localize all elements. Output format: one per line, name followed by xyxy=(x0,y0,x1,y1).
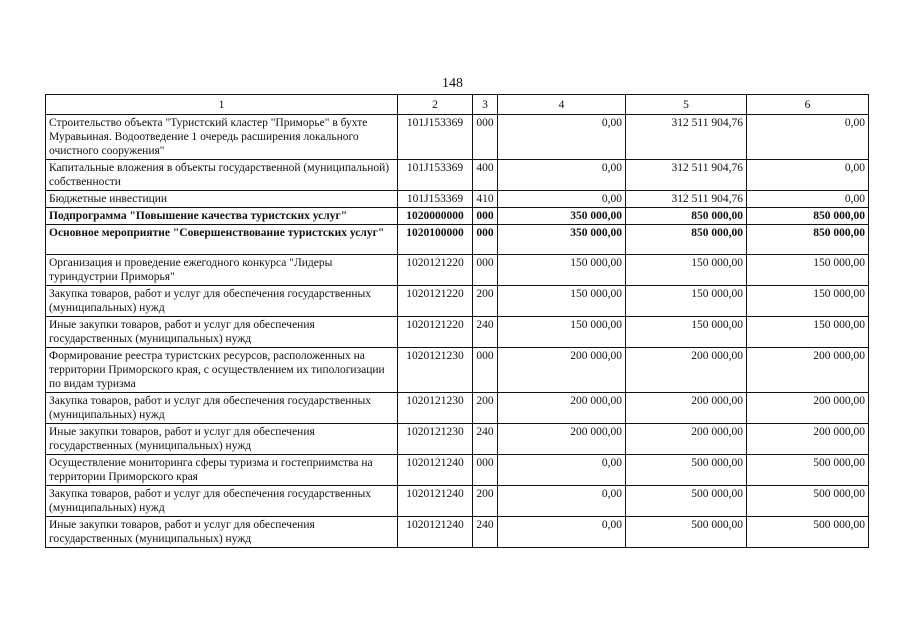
row-value-5-cell: 312 511 904,76 xyxy=(626,115,747,160)
row-vr-cell: 410 xyxy=(473,191,498,208)
row-value-6-cell: 200 000,00 xyxy=(747,393,869,424)
row-value-4-cell: 200 000,00 xyxy=(498,348,626,393)
row-name-cell: Формирование реестра туристских ресурсов, расположенных на территории Приморского края, с осуществлением их типологизации по видам туризма xyxy=(46,348,398,393)
row-value-6-cell: 850 000,00 xyxy=(747,208,869,225)
row-value-6-cell: 150 000,00 xyxy=(747,317,869,348)
row-value-5-cell: 850 000,00 xyxy=(626,208,747,225)
row-name-cell: Основное мероприятие "Совершенствование туристских услуг" xyxy=(46,225,398,255)
row-name-cell: Бюджетные инвестиции xyxy=(46,191,398,208)
row-value-6-cell: 150 000,00 xyxy=(747,255,869,286)
table-row xyxy=(46,486,869,517)
row-name-cell: Закупка товаров, работ и услуг для обеспечения государственных (муниципальных) нужд xyxy=(46,486,398,517)
row-value-6-cell: 0,00 xyxy=(747,191,869,208)
row-csr-cell: 1020121220 xyxy=(398,255,473,286)
row-value-6-cell: 500 000,00 xyxy=(747,486,869,517)
row-value-4-cell: 150 000,00 xyxy=(498,286,626,317)
row-vr-cell: 000 xyxy=(473,208,498,225)
row-value-5-cell: 150 000,00 xyxy=(626,317,747,348)
row-csr-cell: 1020121230 xyxy=(398,393,473,424)
row-csr-cell: 1020121220 xyxy=(398,317,473,348)
row-csr-cell: 1020000000 xyxy=(398,208,473,225)
row-value-6-cell: 0,00 xyxy=(747,115,869,160)
row-vr-cell: 000 xyxy=(473,348,498,393)
row-value-4-cell: 350 000,00 xyxy=(498,208,626,225)
row-csr-cell: 1020121220 xyxy=(398,286,473,317)
row-value-5-cell: 500 000,00 xyxy=(626,486,747,517)
row-vr-cell: 000 xyxy=(473,225,498,255)
row-vr-cell: 200 xyxy=(473,393,498,424)
row-value-4-cell: 0,00 xyxy=(498,455,626,486)
table-row xyxy=(46,455,869,486)
row-value-6-cell: 200 000,00 xyxy=(747,348,869,393)
row-value-4-cell: 0,00 xyxy=(498,517,626,548)
row-value-6-cell: 500 000,00 xyxy=(747,455,869,486)
row-name-cell: Иные закупки товаров, работ и услуг для обеспечения государственных (муниципальных) нужд xyxy=(46,317,398,348)
row-value-4-cell: 200 000,00 xyxy=(498,393,626,424)
row-value-6-cell: 0,00 xyxy=(747,160,869,191)
row-vr-cell: 400 xyxy=(473,160,498,191)
row-name-cell: Строительство объекта "Туристский кластер "Приморье" в бухте Муравьиная. Водоотведение 1 очередь расширения локального очистного сооружения" xyxy=(46,115,398,160)
row-csr-cell: 1020100000 xyxy=(398,225,473,255)
row-csr-cell: 101J153369 xyxy=(398,160,473,191)
row-name-cell: Иные закупки товаров, работ и услуг для обеспечения государственных (муниципальных) нужд xyxy=(46,517,398,548)
row-value-5-cell: 150 000,00 xyxy=(626,286,747,317)
row-name-cell: Капитальные вложения в объекты государственной (муниципальной) собственности xyxy=(46,160,398,191)
row-value-5-cell: 150 000,00 xyxy=(626,255,747,286)
table-row xyxy=(46,424,869,455)
column-header: 4 xyxy=(498,95,626,115)
table-row xyxy=(46,225,869,255)
table-row xyxy=(46,255,869,286)
table-row xyxy=(46,517,869,548)
table-row xyxy=(46,286,869,317)
row-value-4-cell: 0,00 xyxy=(498,160,626,191)
row-csr-cell: 1020121240 xyxy=(398,455,473,486)
row-value-6-cell: 200 000,00 xyxy=(747,424,869,455)
row-value-4-cell: 0,00 xyxy=(498,486,626,517)
row-value-6-cell: 850 000,00 xyxy=(747,225,869,255)
row-value-4-cell: 0,00 xyxy=(498,115,626,160)
row-vr-cell: 240 xyxy=(473,317,498,348)
table-row xyxy=(46,348,869,393)
table-row xyxy=(46,393,869,424)
row-name-cell: Осуществление мониторинга сферы туризма и гостеприимства на территории Приморского края xyxy=(46,455,398,486)
row-name-cell: Подпрограмма "Повышение качества туристских услуг" xyxy=(46,208,398,225)
row-value-5-cell: 500 000,00 xyxy=(626,455,747,486)
row-value-4-cell: 150 000,00 xyxy=(498,255,626,286)
row-value-6-cell: 150 000,00 xyxy=(747,286,869,317)
row-value-5-cell: 850 000,00 xyxy=(626,225,747,255)
row-name-cell: Иные закупки товаров, работ и услуг для обеспечения государственных (муниципальных) нужд xyxy=(46,424,398,455)
row-value-4-cell: 200 000,00 xyxy=(498,424,626,455)
table-row xyxy=(46,317,869,348)
row-name-cell: Организация и проведение ежегодного конкурса "Лидеры туриндустрии Приморья" xyxy=(46,255,398,286)
row-vr-cell: 240 xyxy=(473,424,498,455)
budget-table xyxy=(45,94,869,548)
row-value-6-cell: 500 000,00 xyxy=(747,517,869,548)
row-value-4-cell: 350 000,00 xyxy=(498,225,626,255)
row-csr-cell: 1020121230 xyxy=(398,424,473,455)
table-row xyxy=(46,160,869,191)
row-value-5-cell: 200 000,00 xyxy=(626,424,747,455)
row-value-5-cell: 312 511 904,76 xyxy=(626,191,747,208)
row-name-cell: Закупка товаров, работ и услуг для обеспечения государственных (муниципальных) нужд xyxy=(46,286,398,317)
row-name-cell: Закупка товаров, работ и услуг для обеспечения государственных (муниципальных) нужд xyxy=(46,393,398,424)
table-row xyxy=(46,191,869,208)
row-csr-cell: 101J153369 xyxy=(398,115,473,160)
row-csr-cell: 1020121230 xyxy=(398,348,473,393)
column-header: 3 xyxy=(473,95,498,115)
column-header: 6 xyxy=(747,95,869,115)
row-csr-cell: 101J153369 xyxy=(398,191,473,208)
column-header: 5 xyxy=(626,95,747,115)
table-row xyxy=(46,115,869,160)
row-value-5-cell: 500 000,00 xyxy=(626,517,747,548)
row-value-5-cell: 312 511 904,76 xyxy=(626,160,747,191)
header-row xyxy=(46,95,869,115)
row-vr-cell: 000 xyxy=(473,455,498,486)
row-csr-cell: 1020121240 xyxy=(398,486,473,517)
row-vr-cell: 200 xyxy=(473,486,498,517)
row-value-4-cell: 0,00 xyxy=(498,191,626,208)
row-value-5-cell: 200 000,00 xyxy=(626,393,747,424)
column-header: 1 xyxy=(46,95,398,115)
row-vr-cell: 000 xyxy=(473,115,498,160)
page-number: 148 xyxy=(442,76,463,91)
column-header: 2 xyxy=(398,95,473,115)
row-vr-cell: 240 xyxy=(473,517,498,548)
row-vr-cell: 200 xyxy=(473,286,498,317)
row-value-4-cell: 150 000,00 xyxy=(498,317,626,348)
row-vr-cell: 000 xyxy=(473,255,498,286)
table-row xyxy=(46,208,869,225)
row-value-5-cell: 200 000,00 xyxy=(626,348,747,393)
row-csr-cell: 1020121240 xyxy=(398,517,473,548)
